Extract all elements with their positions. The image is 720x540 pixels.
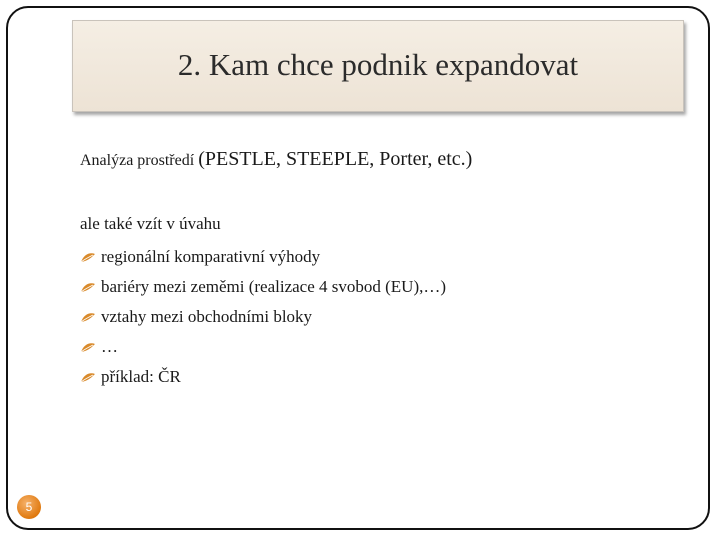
list-item	[80, 302, 446, 332]
leaf-bullet-icon	[80, 372, 96, 384]
intro-line	[80, 148, 472, 171]
leaf-bullet-icon	[80, 312, 96, 324]
bullet-text: regionální komparativní výhody	[101, 247, 321, 266]
bullet-text: …	[101, 337, 118, 356]
list-item	[80, 242, 446, 272]
lead-text: ale také vzít v úvahu	[80, 214, 221, 233]
list-item	[80, 362, 446, 392]
page-number-badge	[17, 495, 41, 519]
slide-title: 2. Kam chce podnik expandovat	[177, 47, 579, 82]
intro-small-text: Analýza prostředí	[80, 152, 195, 169]
leaf-bullet-icon	[80, 252, 96, 264]
page-number: 5	[25, 500, 33, 514]
list-item	[80, 332, 446, 362]
bullet-text: bariéry mezi zeměmi (realizace 4 svobod (EU),…)	[101, 277, 447, 296]
bullet-text: vztahy mezi obchodními bloky	[101, 307, 313, 326]
bullet-text: příklad: ČR	[101, 367, 181, 386]
leaf-bullet-icon	[80, 282, 96, 294]
leaf-bullet-icon	[80, 342, 96, 354]
intro-big-text: (PESTLE, STEEPLE, Porter, etc.)	[198, 148, 473, 170]
list-item	[80, 272, 446, 302]
title-box	[72, 20, 684, 112]
bullet-list	[80, 242, 446, 392]
